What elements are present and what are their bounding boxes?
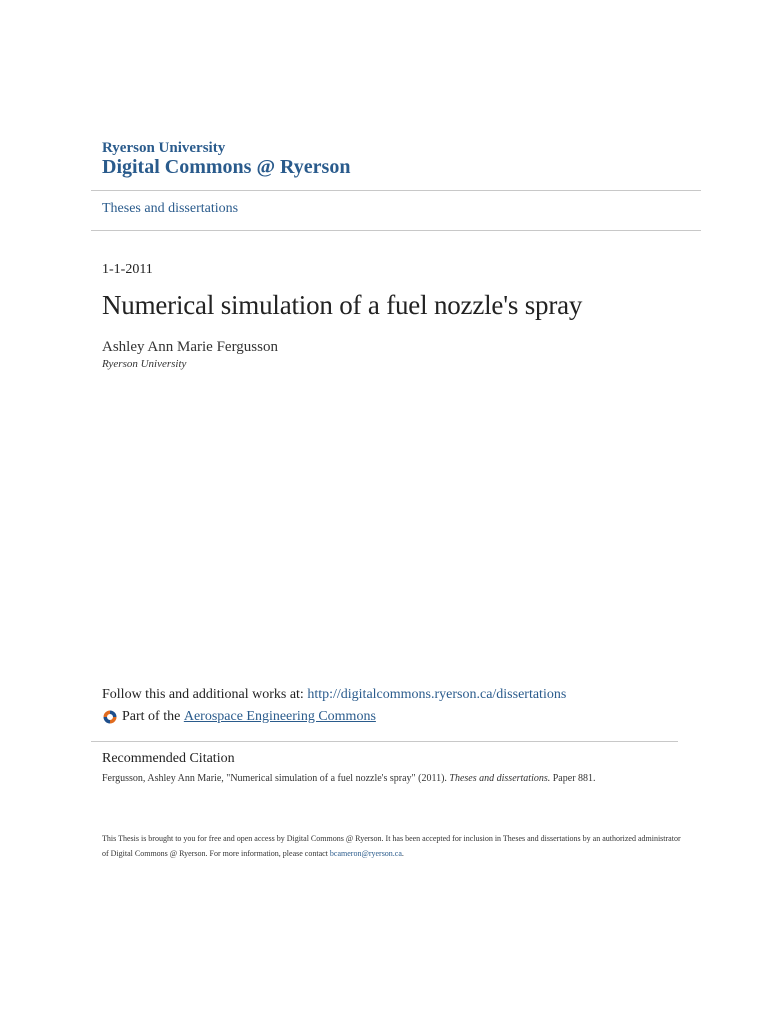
dissertations-url-link[interactable]: http://digitalcommons.ryerson.ca/dissertations: [307, 687, 567, 702]
citation-main: Fergusson, Ashley Ann Marie, "Numerical simulation of a fuel nozzle's spray" (2011).: [102, 773, 447, 784]
repository-name[interactable]: Digital Commons @ Ryerson: [102, 156, 351, 178]
citation-series: Theses and dissertations.: [449, 773, 551, 784]
author-affiliation: Ryerson University: [102, 358, 187, 370]
follow-label: Follow this and additional works at:: [102, 687, 304, 702]
citation-heading: Recommended Citation: [102, 751, 235, 766]
notice-end: .: [401, 849, 404, 858]
author-name: Ashley Ann Marie Fergusson: [102, 339, 278, 355]
citation-text: [102, 773, 596, 784]
contact-email-link[interactable]: bcameron@ryerson.ca: [329, 849, 402, 858]
access-notice: [102, 831, 682, 861]
aerospace-engineering-commons-link[interactable]: Aerospace Engineering Commons: [183, 709, 376, 724]
bepress-network-icon: [102, 709, 118, 725]
institution-name[interactable]: Ryerson University: [102, 140, 226, 156]
part-of-line: [102, 709, 376, 725]
collection-link[interactable]: Theses and dissertations: [102, 201, 239, 216]
follow-line: [102, 687, 566, 703]
part-of-label: Part of the: [122, 709, 181, 724]
divider: [91, 741, 678, 742]
citation-paper: Paper 881.: [552, 773, 596, 784]
divider: [91, 190, 701, 191]
notice-text: This Thesis is brought to you for free and open access by Digital Commons @ Ryerson. It has been accepted for inclusion in Theses and dissertations by an authorized administrator of Digital Commons @ Ryerson. For more information, please contact: [102, 834, 681, 858]
publication-date: 1-1-2011: [102, 262, 153, 277]
divider: [91, 230, 701, 231]
document-title: Numerical simulation of a fuel nozzle's spray: [102, 290, 583, 320]
